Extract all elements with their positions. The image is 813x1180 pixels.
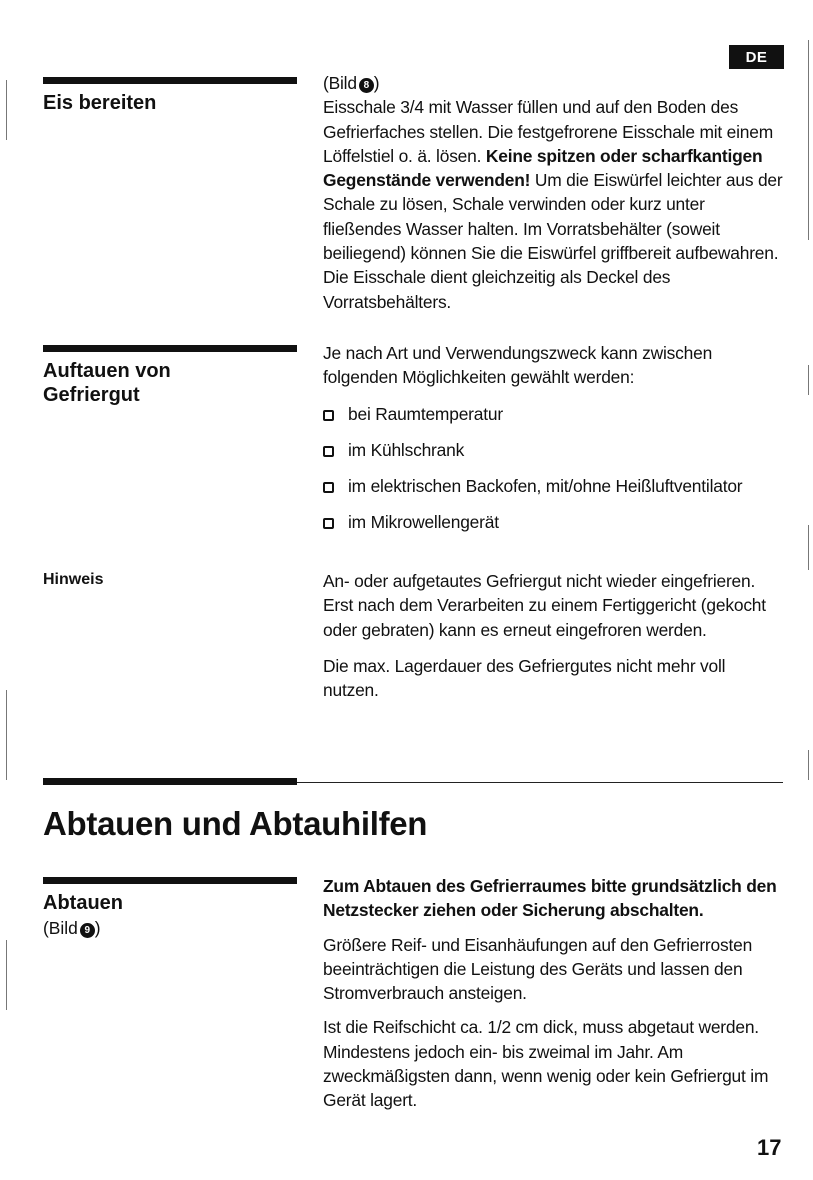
main-title-rule-line — [297, 782, 783, 783]
section-heading-hinweis: Hinweis — [43, 571, 104, 588]
section-heading-abtauen: Abtauen — [43, 892, 123, 914]
fraction: 3/4 — [400, 97, 424, 118]
scan-edge-mark — [808, 365, 809, 395]
figure-number-badge: 8 — [359, 78, 374, 93]
list-item: im Mikrowellengerät — [323, 510, 783, 534]
fraction: 1/2 — [487, 1017, 511, 1038]
section-rule — [43, 77, 297, 84]
eis-bereiten-paragraph: Eisschale 3/4 mit Wasser füllen und auf den Boden des Gefrierfaches stellen. Die festgefrorene Eisschale mit einem Löffelstiel o. ä. lösen. Keine spitzen oder scharfkantigen Gegenstände verwenden! Um die Eiswürfel leichter aus der Schale zu lösen, Schale verwinden oder kurz unter fließendes Wasser halten. Im Vorratsbehälter (soweit beiliegend) können Sie die Eiswürfel griffbereit aufbewahren. Die Eisschale dient gleichzeitig als Deckel des Vorratsbehälters. — [323, 97, 783, 312]
scan-edge-mark — [808, 525, 809, 570]
abtauen-warning: Zum Abtauen des Gefrierraumes bitte grundsätzlich den Netzstecker ziehen oder Sicherung abschalten. — [323, 876, 777, 921]
abtauen-paragraph: Ist die Reifschicht ca. 1/2 cm dick, muss abgetaut werden. Mindestens jedoch ein- bis zweimal im Jahr. Am zweckmäßigsten dann, wenn wenig oder kein Gefriergut im Gerät lagert. — [323, 1017, 769, 1111]
section-heading-auftauen: Auftauen von Gefriergut — [43, 360, 171, 406]
checkbox-bullet-icon — [323, 410, 334, 421]
scan-edge-mark — [6, 80, 7, 140]
figure-reference: (Bild 8 ) — [323, 73, 380, 93]
auftauen-intro: Je nach Art und Verwendungszweck kann zwischen folgenden Möglichkeiten gewählt werden: — [323, 343, 713, 388]
language-badge: DE — [729, 45, 784, 69]
scan-edge-mark — [808, 750, 809, 780]
section-rule — [43, 345, 297, 352]
list-item: im Kühlschrank — [323, 438, 783, 462]
hinweis-paragraph: An- oder aufgetautes Gefriergut nicht wieder eingefrieren. Erst nach dem Verarbeiten zu einem Fertiggericht (gekocht oder gebraten) kann es erneut eingefroren werden. — [323, 571, 766, 640]
section-heading-eis-bereiten: Eis bereiten — [43, 92, 157, 114]
abtauen-paragraph: Größere Reif- und Eisanhäufungen auf den Gefrierrosten beeinträchtigen die Leistung des Geräts und lassen den Stromverbrauch ansteigen. — [323, 934, 753, 1004]
scan-edge-mark — [808, 40, 809, 240]
abtauen-text — [323, 874, 783, 1113]
list-item: bei Raumtemperatur — [323, 402, 783, 426]
main-title-rule — [43, 778, 297, 785]
page-number: 17 — [757, 1135, 782, 1160]
auftauen-text — [323, 341, 783, 535]
page-title: Abtauen und Abtauhilfen — [43, 805, 428, 842]
figure-reference: (Bild 9 ) — [43, 918, 101, 938]
hinweis-paragraph: Die max. Lagerdauer des Gefriergutes nicht mehr voll nutzen. — [323, 655, 726, 701]
scan-edge-mark — [6, 690, 7, 780]
scan-edge-mark — [6, 940, 7, 1010]
list-item: im elektrischen Backofen, mit/ohne Heißluftventilator — [323, 474, 783, 498]
checkbox-bullet-icon — [323, 518, 334, 529]
warning-text: Keine spitzen oder scharfkantigen Gegenstände verwenden! — [323, 145, 763, 191]
eis-bereiten-text — [323, 71, 783, 314]
figure-number-badge: 9 — [80, 923, 95, 938]
hinweis-text — [323, 569, 783, 702]
checkbox-bullet-icon — [323, 446, 334, 457]
section-rule — [43, 877, 297, 884]
checkbox-bullet-icon — [323, 482, 334, 493]
